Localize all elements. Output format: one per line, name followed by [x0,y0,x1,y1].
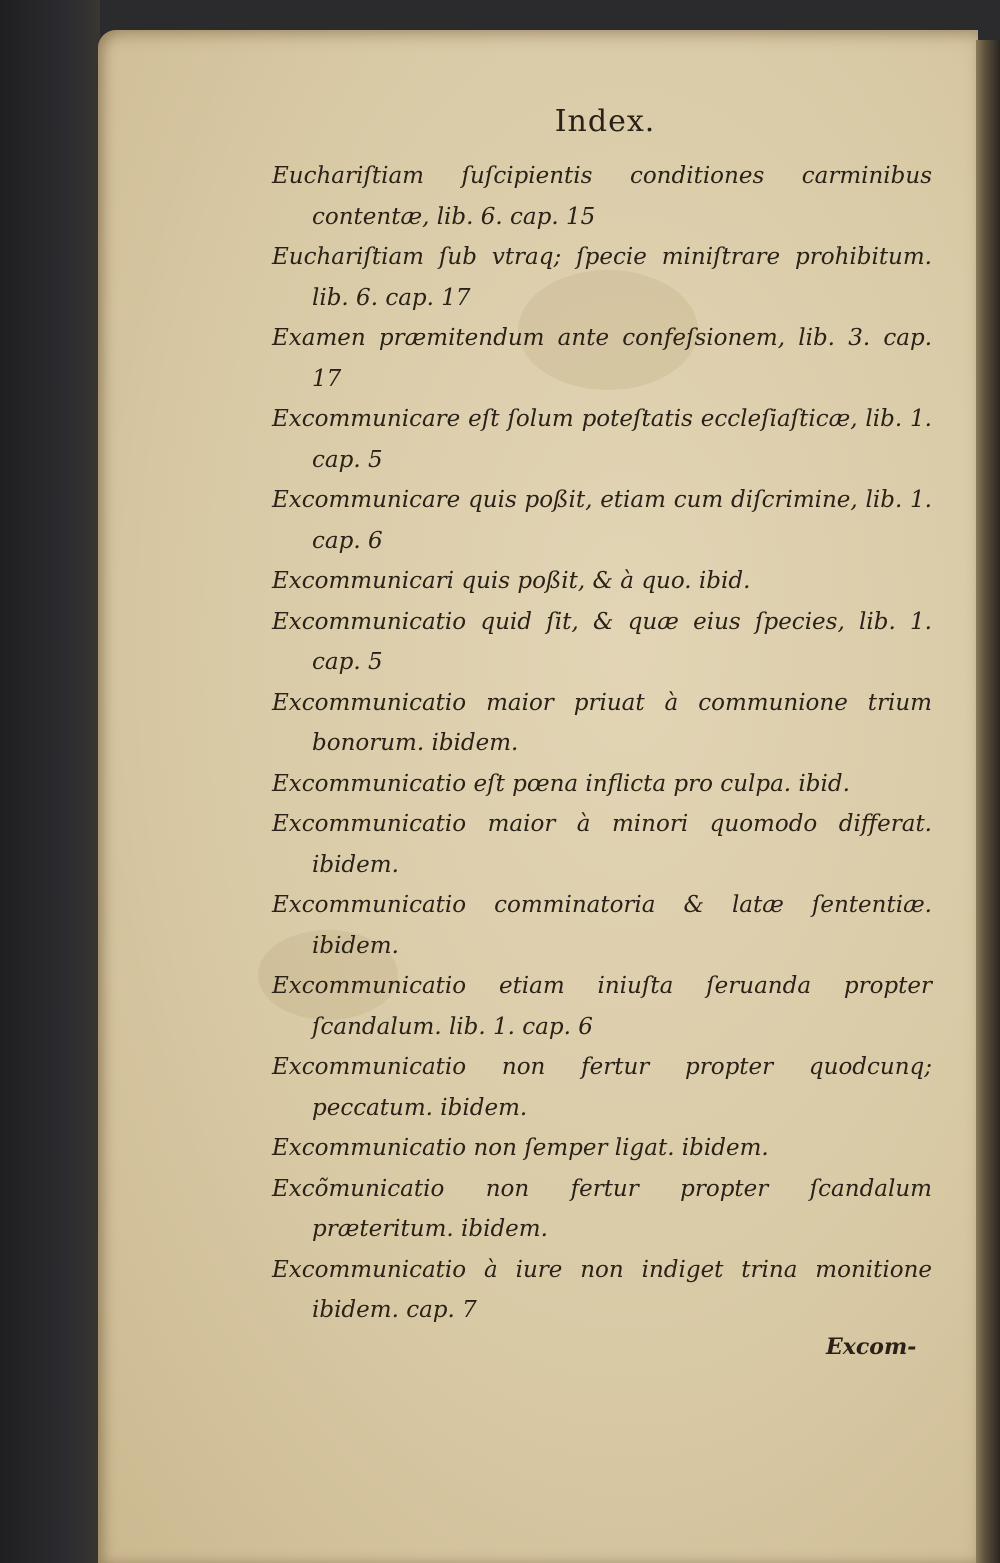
binding-shadow [0,0,100,1563]
index-entry: Excommunicatio non fertur propter quodcunq; peccatum. ibidem. [272,1054,932,1121]
index-entry: Excommunicari quis poßit, & à quo. ibid. [272,568,751,594]
index-entry: Excommunicatio comminatoria & latæ ſententiæ. ibidem. [272,892,932,959]
index-entry: Excommunicatio maior priuat à communione trium bonorum. ibidem. [272,689,932,756]
index-entry: Excommunicatio maior à minori quomodo differat. ibidem. [272,811,932,878]
catchword: Excom- [826,1334,917,1360]
page-edge [976,40,1000,1563]
index-entry: Excommunicatio quid ſit, & quæ eius ſpecies, lib. 1. cap. 5 [272,608,932,675]
index-entry: Excõmunicatio non fertur propter ſcandalum præteritum. ibidem. [272,1175,932,1242]
index-entry: Euchariſtiam ſub vtraq; ſpecie miniſtrare prohibitum. lib. 6. cap. 17 [272,244,932,311]
index-entry: Excommunicatio etiam iniuſta ſeruanda propter ſcandalum. lib. 1. cap. 6 [272,973,932,1040]
index-entry: Euchariſtiam ſuſcipientis conditiones carminibus contentæ, lib. 6. cap. 15 [272,163,932,230]
index-entry: Excommunicatio non ſemper ligat. ibidem. [272,1135,769,1161]
index-entry: Excommunicare eſt ſolum poteſtatis eccleſiaſticæ, lib. 1. cap. 5 [272,406,932,473]
index-entry: Excommunicare quis poßit, etiam cum diſcrimine, lib. 1. cap. 6 [272,487,932,554]
index-entries [272,156,932,1331]
index-entry: Excommunicatio eſt pœna inflicta pro culpa. ibid. [272,770,850,797]
index-entry: Excommunicatio à iure non indiget trina monitione ibidem. cap. 7 [272,1256,932,1323]
index-entry: Examen præmitendum ante confeſsionem, lib. 3. cap. 17 [272,325,932,392]
running-header: Index. [554,104,656,139]
